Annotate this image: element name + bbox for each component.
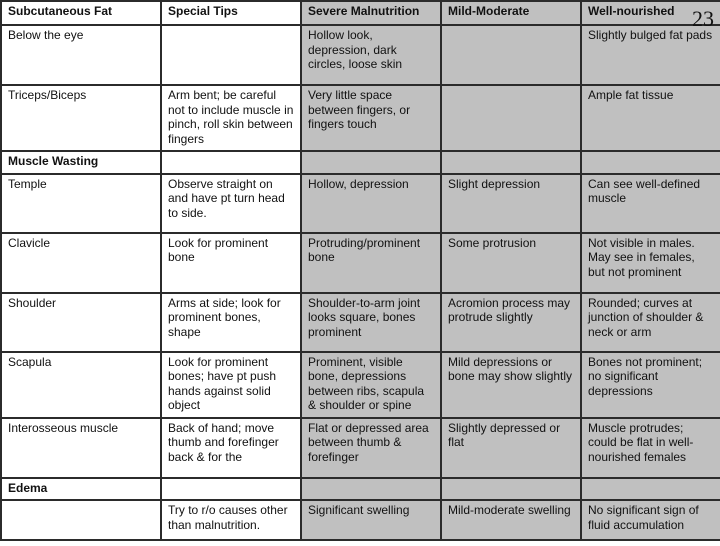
table-row <box>1 25 720 85</box>
mild-cell: Slight depression <box>441 174 581 233</box>
section-empty-cell <box>441 478 581 501</box>
mild-cell: Mild-moderate swelling <box>441 500 581 540</box>
site-cell: Shoulder <box>1 293 161 352</box>
section-empty-cell <box>161 151 301 174</box>
section-empty-cell <box>581 478 720 501</box>
header-mild-moderate: Mild-Moderate <box>441 1 581 25</box>
header-well-nourished-label: Well-nourished <box>588 4 675 18</box>
severe-cell: Hollow look, depression, dark circles, loose skin <box>301 25 441 85</box>
tips-cell <box>161 25 301 85</box>
mild-cell: Some protrusion <box>441 233 581 293</box>
slide-number: 23 <box>692 6 714 31</box>
tips-cell: Try to r/o causes other than malnutrition. <box>161 500 301 540</box>
tips-cell: Observe straight on and have pt turn head to side. <box>161 174 301 233</box>
section-title-muscle-wasting: Muscle Wasting <box>1 151 161 174</box>
table-row <box>1 293 720 352</box>
section-title-edema: Edema <box>1 478 161 501</box>
site-cell: Below the eye <box>1 25 161 85</box>
well-cell: Muscle protrudes; could be flat in well-nourished females <box>581 418 720 478</box>
section-empty-cell <box>301 151 441 174</box>
severe-cell: Flat or depressed area between thumb & forefinger <box>301 418 441 478</box>
table-row <box>1 352 720 418</box>
well-cell: Can see well-defined muscle <box>581 174 720 233</box>
table-row <box>1 85 720 151</box>
table-row <box>1 233 720 293</box>
tips-cell: Look for prominent bones; have pt push hands against solid object <box>161 352 301 418</box>
header-row <box>1 1 720 25</box>
site-cell <box>1 500 161 540</box>
severe-cell: Hollow, depression <box>301 174 441 233</box>
section-empty-cell <box>161 478 301 501</box>
table-row <box>1 418 720 478</box>
site-cell: Scapula <box>1 352 161 418</box>
well-cell: Slightly bulged fat pads <box>581 25 720 85</box>
well-cell: Ample fat tissue <box>581 85 720 151</box>
site-cell: Temple <box>1 174 161 233</box>
section-row-edema <box>1 478 720 501</box>
well-cell: Not visible in males. May see in females, but not prominent <box>581 233 720 293</box>
severe-cell: Prominent, visible bone, depressions between ribs, scapula & shoulder or spine <box>301 352 441 418</box>
mild-cell <box>441 85 581 151</box>
severe-cell: Shoulder-to-arm joint looks square, bones prominent <box>301 293 441 352</box>
well-cell: No significant sign of fluid accumulation <box>581 500 720 540</box>
severe-cell: Protruding/prominent bone <box>301 233 441 293</box>
mild-cell: Slightly depressed or flat <box>441 418 581 478</box>
tips-cell: Arms at side; look for prominent bones, shape <box>161 293 301 352</box>
mild-cell: Mild depressions or bone may show slightly <box>441 352 581 418</box>
header-severe-malnutrition: Severe Malnutrition <box>301 1 441 25</box>
table-row <box>1 500 720 540</box>
tips-cell: Arm bent; be careful not to include muscle in pinch, roll skin between fingers <box>161 85 301 151</box>
section-row-muscle-wasting <box>1 151 720 174</box>
site-cell: Clavicle <box>1 233 161 293</box>
site-cell: Interosseous muscle <box>1 418 161 478</box>
site-cell: Triceps/Biceps <box>1 85 161 151</box>
well-cell: Bones not prominent; no significant depressions <box>581 352 720 418</box>
severe-cell: Significant swelling <box>301 500 441 540</box>
tips-cell: Look for prominent bone <box>161 233 301 293</box>
header-subcutaneous-fat: Subcutaneous Fat <box>1 1 161 25</box>
header-special-tips: Special Tips <box>161 1 301 25</box>
mild-cell: Acromion process may protrude slightly <box>441 293 581 352</box>
table-row <box>1 174 720 233</box>
section-empty-cell <box>301 478 441 501</box>
section-empty-cell <box>581 151 720 174</box>
tips-cell: Back of hand; move thumb and forefinger back & for the <box>161 418 301 478</box>
section-empty-cell <box>441 151 581 174</box>
well-cell: Rounded; curves at junction of shoulder & neck or arm <box>581 293 720 352</box>
mild-cell <box>441 25 581 85</box>
severe-cell: Very little space between fingers, or fingers touch <box>301 85 441 151</box>
